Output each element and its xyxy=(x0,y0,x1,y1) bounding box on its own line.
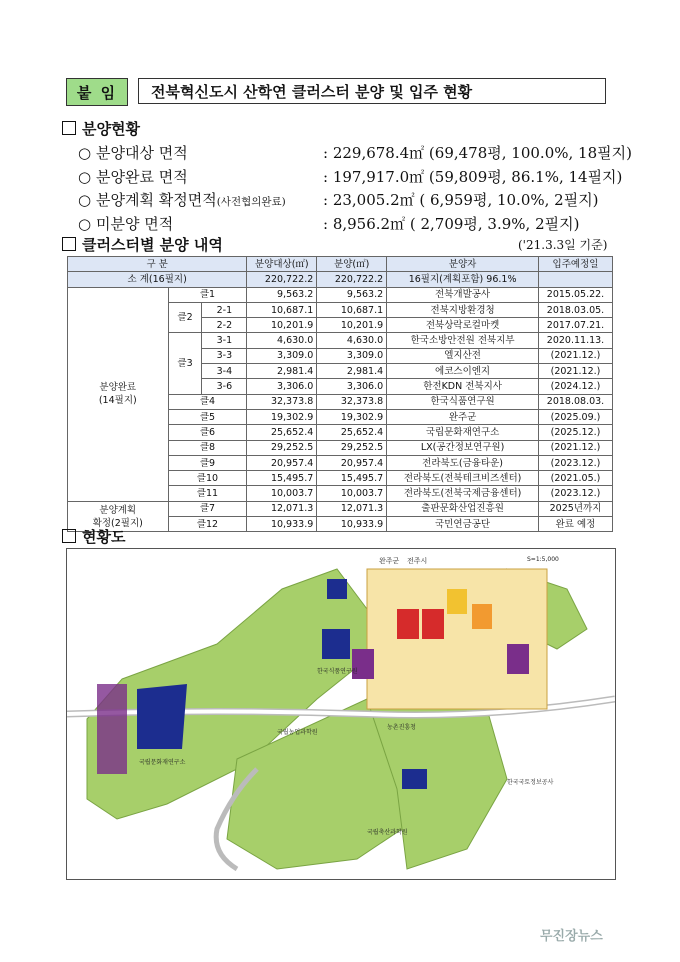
section-heading-status xyxy=(62,118,140,139)
cluster-id: 클10 xyxy=(168,471,247,486)
target-area: 2,981.4 xyxy=(247,364,317,379)
subtotal-buyer: 16필지(계획포함) 96.1% xyxy=(387,272,539,287)
buyer: 전라북도(금융타운) xyxy=(387,455,539,470)
move-in-date: 2017.07.21. xyxy=(539,318,613,333)
checkbox-square-icon xyxy=(62,237,76,251)
move-in-date: (2024.12.) xyxy=(539,379,613,394)
lot-id: 2-2 xyxy=(202,318,247,333)
table-row xyxy=(68,501,613,516)
map-label-lab3: 국립농업과학원 xyxy=(277,729,318,736)
move-in-date: (2025.09.) xyxy=(539,409,613,424)
circle-bullet-icon: ○ xyxy=(78,214,92,233)
target-area: 10,687.1 xyxy=(247,302,317,317)
sold-area: 10,003.7 xyxy=(317,486,387,501)
sold-area: 29,252.5 xyxy=(317,440,387,455)
buyer: 전북상락로컬마켓 xyxy=(387,318,539,333)
move-in-date: 2018.03.05. xyxy=(539,302,613,317)
sold-area: 32,373.8 xyxy=(317,394,387,409)
target-area: 20,957.4 xyxy=(247,455,317,470)
institute-blue xyxy=(327,579,347,599)
buyer: 국립문화재연구소 xyxy=(387,425,539,440)
summary-value: : 8,956.2㎡ ( 2,709평, 3.9%, 2필지) xyxy=(323,214,580,233)
sold-area: 3,306.0 xyxy=(317,379,387,394)
document-title: 전북혁신도시 산학연 클러스터 분양 및 입주 현황 xyxy=(138,78,606,104)
target-area: 9,563.2 xyxy=(247,287,317,302)
sold-area: 9,563.2 xyxy=(317,287,387,302)
move-in-date: 2025년까지 xyxy=(539,501,613,516)
move-in-date: (2021.12.) xyxy=(539,440,613,455)
buyer: 엘지산전 xyxy=(387,348,539,363)
cluster-id: 클5 xyxy=(168,409,247,424)
move-in-date: 완료 예정 xyxy=(539,517,613,532)
summary-label: 분양완료 면적 xyxy=(96,167,188,186)
map-label-lab2: 한국식품연구원 xyxy=(317,668,358,675)
column-header: 구 분 xyxy=(68,257,247,272)
subtotal-row xyxy=(68,272,613,287)
buyer: 전라북도(전북국제금융센터) xyxy=(387,486,539,501)
subtotal-target: 220,722.2 xyxy=(247,272,317,287)
target-area: 19,302.9 xyxy=(247,409,317,424)
lot-orange xyxy=(472,604,492,629)
lot-id: 3-4 xyxy=(202,364,247,379)
attachment-badge: 붙 임 xyxy=(66,78,128,106)
lot-id: 2-1 xyxy=(202,302,247,317)
buyer: 에코스이엔지 xyxy=(387,364,539,379)
cluster-id: 클8 xyxy=(168,440,247,455)
map-label-lab4: 농촌진흥청 xyxy=(387,724,416,731)
summary-label: 미분양 면적 xyxy=(96,214,174,233)
checkbox-square-icon xyxy=(62,529,76,543)
lot-red xyxy=(422,609,444,639)
move-in-date: (2023.12.) xyxy=(539,486,613,501)
buyer: 한국식품연구원 xyxy=(387,394,539,409)
lot-id: 3-3 xyxy=(202,348,247,363)
buyer: 한국소방안전원 전북지부 xyxy=(387,333,539,348)
target-area: 12,071.3 xyxy=(247,501,317,516)
target-area: 25,652.4 xyxy=(247,425,317,440)
cluster-id: 클2 xyxy=(168,302,202,333)
table-header-row xyxy=(68,257,613,272)
lot-red xyxy=(397,609,419,639)
site-map xyxy=(66,548,616,880)
column-header: 입주예정일 xyxy=(539,257,613,272)
cluster-id: 클7 xyxy=(168,501,247,516)
sold-area: 4,630.0 xyxy=(317,333,387,348)
target-area: 10,003.7 xyxy=(247,486,317,501)
summary-label: 분양계획 확정면적 xyxy=(96,191,217,210)
sold-area: 10,933.9 xyxy=(317,517,387,532)
circle-bullet-icon: ○ xyxy=(78,144,92,163)
target-area: 29,252.5 xyxy=(247,440,317,455)
group-label: 분양계획 확정(2필지) xyxy=(68,501,169,532)
cluster-id: 클4 xyxy=(168,394,247,409)
buyer: 한전KDN 전북지사 xyxy=(387,379,539,394)
summary-label: 분양대상 면적 xyxy=(96,144,188,163)
sold-area: 19,302.9 xyxy=(317,409,387,424)
summary-row xyxy=(78,141,632,165)
column-header: 분양대상(㎡) xyxy=(247,257,317,272)
sold-area: 20,957.4 xyxy=(317,455,387,470)
move-in-date: (2021.12.) xyxy=(539,364,613,379)
cluster-id: 클3 xyxy=(168,333,202,394)
map-label-lab1: 국립문화재연구소 xyxy=(139,759,186,766)
buyer: LX(공간정보연구원) xyxy=(387,440,539,455)
subtotal-label: 소 계(16필지) xyxy=(68,272,247,287)
summary-row xyxy=(78,165,623,189)
move-in-date: (2023.12.) xyxy=(539,455,613,470)
institute-blue xyxy=(402,769,427,789)
target-area: 3,306.0 xyxy=(247,379,317,394)
cluster-id: 클1 xyxy=(168,287,247,302)
target-area: 10,201.9 xyxy=(247,318,317,333)
buyer: 전북지방환경청 xyxy=(387,302,539,317)
buyer: 출판문화산업진흥원 xyxy=(387,501,539,516)
sold-area: 12,071.3 xyxy=(317,501,387,516)
target-area: 3,309.0 xyxy=(247,348,317,363)
section-heading-cluster xyxy=(62,234,223,255)
move-in-date: (2021.05.) xyxy=(539,471,613,486)
section-heading-map xyxy=(62,526,125,547)
lot-yellow xyxy=(447,589,467,614)
target-area: 4,630.0 xyxy=(247,333,317,348)
cluster-id: 클11 xyxy=(168,486,247,501)
move-in-date: 2015.05.22. xyxy=(539,287,613,302)
target-area: 10,933.9 xyxy=(247,517,317,532)
subtotal-sold: 220,722.2 xyxy=(317,272,387,287)
summary-list xyxy=(78,141,632,235)
sold-area: 15,495.7 xyxy=(317,471,387,486)
column-header: 분양(㎡) xyxy=(317,257,387,272)
summary-value: : 197,917.0㎡ (59,809평, 86.1%, 14필지) xyxy=(323,167,623,186)
move-in-date: 2020.11.13. xyxy=(539,333,613,348)
map-label-lab5: 국립축산과학원 xyxy=(367,829,408,836)
watermark-logo: 무진장뉴스 xyxy=(540,929,603,944)
cluster-table xyxy=(67,256,613,532)
subtotal-date xyxy=(539,272,613,287)
institute-blue xyxy=(322,629,350,659)
as-of-date: ('21.3.3일 기준) xyxy=(518,238,608,252)
target-area: 32,373.8 xyxy=(247,394,317,409)
lot-id: 3-1 xyxy=(202,333,247,348)
lot-purple-west xyxy=(97,684,127,774)
summary-value: : 23,005.2㎡ ( 6,959평, 10.0%, 2필지) xyxy=(323,191,599,210)
sold-area: 25,652.4 xyxy=(317,425,387,440)
section-cluster-label: 클러스터별 분양 내역 xyxy=(82,236,223,254)
sold-area: 10,201.9 xyxy=(317,318,387,333)
map-label-lab6: 한국국토정보공사 xyxy=(507,779,554,786)
move-in-date: (2025.12.) xyxy=(539,425,613,440)
lot-purple xyxy=(507,644,529,674)
section-map-label: 현황도 xyxy=(82,528,126,546)
column-header: 분양자 xyxy=(387,257,539,272)
title-row xyxy=(66,78,606,106)
checkbox-square-icon xyxy=(62,121,76,135)
sold-area: 10,687.1 xyxy=(317,302,387,317)
group-label: 분양완료 (14필지) xyxy=(68,287,169,501)
move-in-date: (2021.12.) xyxy=(539,348,613,363)
site-map-svg xyxy=(67,549,615,879)
institute-blue-large xyxy=(137,684,187,749)
cluster-id: 클6 xyxy=(168,425,247,440)
map-label-wanju: 완주군 xyxy=(379,557,400,565)
section-status-label: 분양현황 xyxy=(82,120,140,138)
map-label-jeonju: 전주시 xyxy=(407,557,428,565)
move-in-date: 2018.08.03. xyxy=(539,394,613,409)
buyer: 전북개발공사 xyxy=(387,287,539,302)
circle-bullet-icon: ○ xyxy=(78,167,92,186)
cluster-id: 클12 xyxy=(168,517,247,532)
target-area: 15,495.7 xyxy=(247,471,317,486)
map-label-scale: S=1:5,000 xyxy=(527,556,559,563)
summary-row xyxy=(78,212,623,236)
summary-value: : 229,678.4㎡ (69,478평, 100.0%, 18필지) xyxy=(323,144,632,163)
circle-bullet-icon: ○ xyxy=(78,191,92,210)
summary-row xyxy=(78,188,623,212)
table-row xyxy=(68,287,613,302)
buyer: 전라북도(전북테크비즈센터) xyxy=(387,471,539,486)
lot-id: 3-6 xyxy=(202,379,247,394)
buyer: 국민연금공단 xyxy=(387,517,539,532)
buyer: 완주군 xyxy=(387,409,539,424)
sold-area: 3,309.0 xyxy=(317,348,387,363)
summary-note: (사전협의완료) xyxy=(216,196,286,209)
cluster-id: 클9 xyxy=(168,455,247,470)
sold-area: 2,981.4 xyxy=(317,364,387,379)
